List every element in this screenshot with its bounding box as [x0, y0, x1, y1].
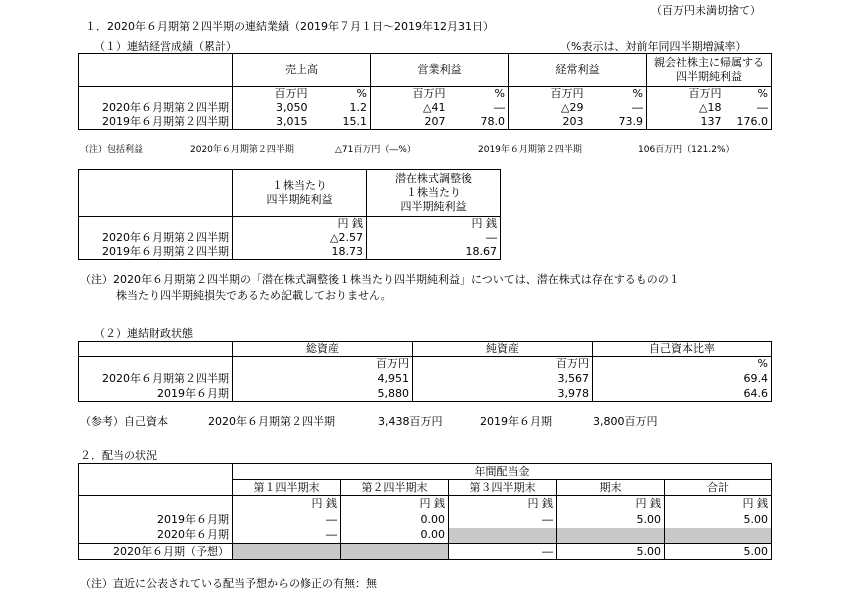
- header-year-end: 期末: [557, 480, 665, 496]
- unit-cell: 円 銭: [665, 496, 772, 512]
- value-cell: 0.00: [341, 528, 449, 544]
- row-label: 2020年６月期（予想）: [79, 544, 233, 560]
- value-cell: 203: [509, 115, 587, 130]
- header-q1: 第１四半期末: [233, 480, 341, 496]
- header-net-income-line1: 親会社株主に帰属する: [654, 56, 764, 69]
- value-cell: △18: [699, 101, 722, 114]
- table-row: [79, 528, 772, 544]
- value-cell: 78.0: [449, 115, 509, 130]
- header-equity-ratio: 自己資本比率: [593, 342, 772, 357]
- value-cell: 5.00: [665, 544, 772, 560]
- row-label: 2019年６月期: [79, 387, 233, 402]
- section-1-subtitle: （１）連結経営成績（累計）: [94, 40, 237, 53]
- header-blank: [79, 480, 233, 496]
- value-cell: ―: [725, 101, 772, 115]
- dividend-note: （注）直近に公表されている配当予想からの修正の有無：無: [80, 577, 377, 590]
- unit-cell: 円 銭: [341, 496, 449, 512]
- value-cell: ―: [449, 512, 557, 528]
- header-annual-dividend: 年間配当金: [233, 464, 772, 480]
- eps-note-line2: 株当たり四半期純損失であるため記載しておりません。: [116, 289, 392, 302]
- unit-cell: 百万円: [274, 87, 308, 100]
- section-1-title: １．2020年６月期第２四半期の連結業績（2019年７月１日～2019年12月31日）: [85, 20, 494, 33]
- reference-period-1: 2020年６月期第２四半期: [208, 415, 335, 428]
- table-row: [79, 231, 501, 245]
- value-cell: 1.2: [311, 101, 371, 115]
- value-cell: 5.00: [557, 544, 665, 560]
- unit-cell: 円 銭: [233, 217, 367, 232]
- unit-cell: %: [593, 357, 772, 372]
- value-cell: 64.6: [593, 387, 772, 402]
- shaded-cell: [665, 528, 772, 544]
- header-diluted-eps: [367, 170, 501, 217]
- unit-cell: 百万円: [233, 357, 413, 372]
- value-cell: 5.00: [665, 512, 772, 528]
- unit-row-label: [79, 496, 233, 512]
- header-q2: 第２四半期末: [341, 480, 449, 496]
- unit-cell: 円 銭: [233, 496, 341, 512]
- value-cell: 3,978: [413, 387, 593, 402]
- row-label: 2019年６月期第２四半期: [79, 245, 233, 260]
- value-cell: 3,015: [233, 115, 311, 130]
- unit-cell: %: [311, 87, 371, 102]
- shaded-cell: [341, 544, 449, 560]
- unit-cell: %: [587, 87, 647, 102]
- value-cell: △41: [423, 101, 446, 114]
- header-eps: [233, 170, 367, 217]
- section-2-title: （２）連結財政状態: [94, 327, 193, 340]
- unit-cell: 百万円: [688, 87, 722, 100]
- row-label: 2020年６月期第２四半期: [79, 101, 233, 115]
- value-cell: 18.67: [367, 245, 501, 260]
- percent-note: （%表示は、対前年同四半期増減率）: [560, 40, 747, 53]
- eps-note-line1: （注）2020年６月期第２四半期の「潜在株式調整後１株当たり四半期純利益」については、潜在株式は存在するものの１: [80, 273, 680, 286]
- unit-cell: 円 銭: [557, 496, 665, 512]
- comprehensive-income-period-2: 2019年６月期第２四半期: [478, 145, 582, 155]
- value-cell: 207: [371, 115, 449, 130]
- table-row: [79, 101, 772, 115]
- header-q3: 第３四半期末: [449, 480, 557, 496]
- shaded-cell: [557, 528, 665, 544]
- header-diluted-eps-line3: 四半期純利益: [400, 200, 467, 213]
- value-cell: 69.4: [593, 372, 772, 387]
- unit-cell: 百万円: [413, 357, 593, 372]
- dividends-table: [78, 463, 772, 560]
- header-operating-profit: 営業利益: [371, 54, 509, 87]
- table-row: [79, 512, 772, 528]
- value-cell: △2.57: [233, 231, 367, 245]
- unit-cell: 百万円: [550, 87, 584, 100]
- value-cell: 3,567: [413, 372, 593, 387]
- header-blank: [79, 464, 233, 480]
- header-ordinary-profit: 経常利益: [509, 54, 647, 87]
- shaded-cell: [449, 528, 557, 544]
- value-cell: 4,951: [233, 372, 413, 387]
- unit-row-label: [79, 217, 233, 232]
- operating-results-table: [78, 53, 772, 130]
- header-diluted-eps-line1: 潜在株式調整後: [395, 172, 472, 185]
- comprehensive-income-period-1: 2020年６月期第２四半期: [190, 145, 294, 155]
- header-total-assets: 総資産: [233, 342, 413, 357]
- value-cell: ―: [449, 544, 557, 560]
- table-row: [79, 544, 772, 560]
- header-total: 合計: [665, 480, 772, 496]
- header-eps-line2: 四半期純利益: [266, 193, 333, 206]
- reference-period-2: 2019年６月期: [480, 415, 552, 428]
- section-3-title: ２．配当の状況: [80, 449, 157, 462]
- header-sales: 売上高: [233, 54, 371, 87]
- value-cell: ―: [233, 528, 341, 544]
- header-diluted-eps-line2: １株当たり: [406, 186, 461, 199]
- value-cell: 0.00: [341, 512, 449, 528]
- unit-cell: 円 銭: [449, 496, 557, 512]
- header-blank: [79, 170, 233, 217]
- row-label: 2019年６月期: [79, 512, 233, 528]
- comprehensive-income-value-1: △71百万円（―%）: [335, 145, 416, 155]
- unit-cell: %: [449, 87, 509, 102]
- unit-cell: 円 銭: [367, 217, 501, 232]
- value-cell: ―: [449, 101, 509, 115]
- header-eps-line1: １株当たり: [272, 179, 327, 192]
- reference-equity-label: （参考）自己資本: [80, 415, 168, 428]
- table-row: [79, 115, 772, 130]
- value-cell: 15.1: [311, 115, 371, 130]
- row-label: 2019年６月期第２四半期: [79, 115, 233, 130]
- reference-value-2: 3,800百万円: [593, 415, 658, 428]
- value-cell: △29: [561, 101, 584, 114]
- header-net-income: [647, 54, 772, 87]
- unit-cell: 百万円: [412, 87, 446, 100]
- header-blank: [79, 54, 233, 87]
- row-label: 2020年６月期第２四半期: [79, 372, 233, 387]
- row-label: 2020年６月期第２四半期: [79, 231, 233, 245]
- header-net-income-line2: 四半期純利益: [676, 70, 742, 83]
- shaded-cell: [233, 544, 341, 560]
- unit-row-label: [79, 357, 233, 372]
- value-cell: 18.73: [233, 245, 367, 260]
- value-cell: ―: [367, 231, 501, 245]
- eps-table: [78, 169, 501, 260]
- comprehensive-income-value-2: 106百万円（121.2%）: [638, 145, 735, 155]
- row-label: 2020年６月期: [79, 528, 233, 544]
- unit-note: （百万円未満切捨て）: [651, 4, 761, 17]
- comprehensive-income-label: （注）包括利益: [80, 145, 144, 155]
- unit-cell: %: [725, 87, 772, 102]
- value-cell: ―: [233, 512, 341, 528]
- reference-value-1: 3,438百万円: [378, 415, 443, 428]
- value-cell: 3,050: [276, 101, 308, 114]
- unit-row-label: [79, 87, 233, 102]
- financial-position-table: [78, 341, 772, 402]
- value-cell: 176.0: [725, 115, 772, 130]
- value-cell: 5,880: [233, 387, 413, 402]
- value-cell: 137: [647, 115, 725, 130]
- value-cell: 73.9: [587, 115, 647, 130]
- header-blank: [79, 342, 233, 357]
- header-net-assets: 純資産: [413, 342, 593, 357]
- value-cell: 5.00: [557, 512, 665, 528]
- table-row: [79, 372, 772, 387]
- table-row: [79, 387, 772, 402]
- table-row: [79, 245, 501, 260]
- value-cell: ―: [587, 101, 647, 115]
